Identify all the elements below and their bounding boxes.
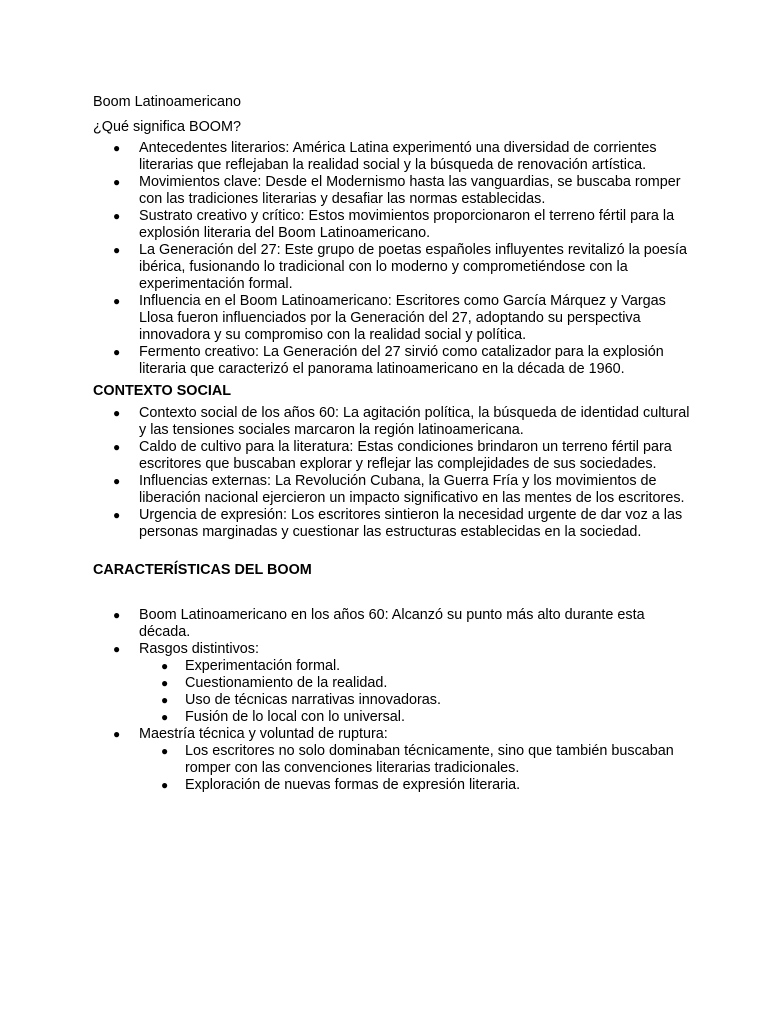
bullet-icon: ● [113,474,121,488]
sublist-item-text: Experimentación formal. [185,658,341,674]
section3-list [93,607,693,794]
document-title: Boom Latinoamericano [93,94,241,110]
bullet-icon: ● [113,345,121,359]
list-item-text: Sustrato creativo y crítico: Estos movimientos proporcionaron el terreno fértil para la explosión literaria del Boom Latinoamericano. [139,208,675,241]
sublist-item-text: Fusión de lo local con lo universal. [185,709,405,725]
section1-list [93,140,693,378]
list-item-text: Urgencia de expresión: Los escritores sintieron la necesidad urgente de dar voz a las personas marginadas y cuestionar las estructuras establecidas en la sociedad. [139,507,683,540]
bullet-icon: ● [113,243,121,257]
bullet-icon: ● [161,778,169,792]
list-item-text: Maestría técnica y voluntad de ruptura: [139,726,388,742]
sublist-item-text: Exploración de nuevas formas de expresión literaria. [185,777,521,793]
bullet-icon: ● [113,209,121,223]
list-item [93,344,693,378]
list-item [93,140,693,174]
sublist-item [93,777,693,794]
sublist-item-text: Uso de técnicas narrativas innovadoras. [185,692,441,708]
list-item [93,174,693,208]
list-item [93,726,693,794]
list-item-text: Influencias externas: La Revolución Cubana, la Guerra Fría y los movimientos de liberación nacional ejercieron un impacto significativo en las mentes de los escritores. [139,473,685,506]
rasgos-sublist [139,658,693,726]
list-item [93,507,693,541]
sublist-item [93,709,693,726]
list-item [93,607,693,641]
bullet-icon: ● [113,294,121,308]
sublist-item-text: Cuestionamiento de la realidad. [185,675,388,691]
list-item-text: Rasgos distintivos: [139,641,259,657]
bullet-icon: ● [113,175,121,189]
bullet-icon: ● [161,693,169,707]
bullet-icon: ● [161,710,169,724]
section-heading-caracteristicas: CARACTERÍSTICAS DEL BOOM [93,562,312,578]
section-heading-contexto-social: CONTEXTO SOCIAL [93,383,232,399]
bullet-icon: ● [161,676,169,690]
list-item-text: Boom Latinoamericano en los años 60: Alcanzó su punto más alto durante esta década. [139,607,645,640]
list-item [93,242,693,293]
list-item-text: Antecedentes literarios: América Latina experimentó una diversidad de corrientes literarias que reflejaban la realidad social y la búsqueda de renovación artística. [139,140,657,173]
sublist-item-text: Los escritores no solo dominaban técnicamente, sino que también buscaban romper con las convenciones literarias tradicionales. [185,743,674,776]
bullet-icon: ● [113,440,121,454]
bullet-icon: ● [113,141,121,155]
bullet-icon: ● [161,659,169,673]
sublist-item [93,675,693,692]
sublist-item [93,658,693,675]
list-item [93,208,693,242]
bullet-icon: ● [113,608,121,622]
list-item-text: Movimientos clave: Desde el Modernismo hasta las vanguardias, se buscaba romper con las tradiciones literarias y desafiar las normas establecidas. [139,174,681,207]
list-item-text: Fermento creativo: La Generación del 27 sirvió como catalizador para la explosión literaria que caracterizó el panorama latinoamericano en la década de 1960. [139,344,664,377]
list-item [93,293,693,344]
list-item [93,405,693,439]
list-item-text: Contexto social de los años 60: La agitación política, la búsqueda de identidad cultural y las tensiones sociales marcaron la región latinoamericana. [139,405,690,438]
section2-list [93,405,693,541]
bullet-icon: ● [113,642,121,656]
list-item-text: La Generación del 27: Este grupo de poetas españoles influyentes revitalizó la poesía ibérica, fusionando lo tradicional con lo moderno y comprometiéndose con la experimentación formal. [139,242,688,292]
question-line: ¿Qué significa BOOM? [93,119,241,135]
bullet-icon: ● [113,508,121,522]
maestria-sublist [139,743,693,794]
list-item [93,473,693,507]
list-item-text: Caldo de cultivo para la literatura: Estas condiciones brindaron un terreno fértil para escritores que buscaban explorar y reflejar las complejidades de sus sociedades. [139,439,672,472]
bullet-icon: ● [113,727,121,741]
list-item [93,641,693,726]
bullet-icon: ● [161,744,169,758]
bullet-icon: ● [113,406,121,420]
list-item [93,439,693,473]
document-page [93,94,693,794]
sublist-item [93,743,693,777]
sublist-item [93,692,693,709]
list-item-text: Influencia en el Boom Latinoamericano: Escritores como García Márquez y Vargas Llosa fueron influenciados por la Generación del 27, adoptando su perspectiva innovadora y su compromiso con la realidad social y política. [139,293,666,343]
